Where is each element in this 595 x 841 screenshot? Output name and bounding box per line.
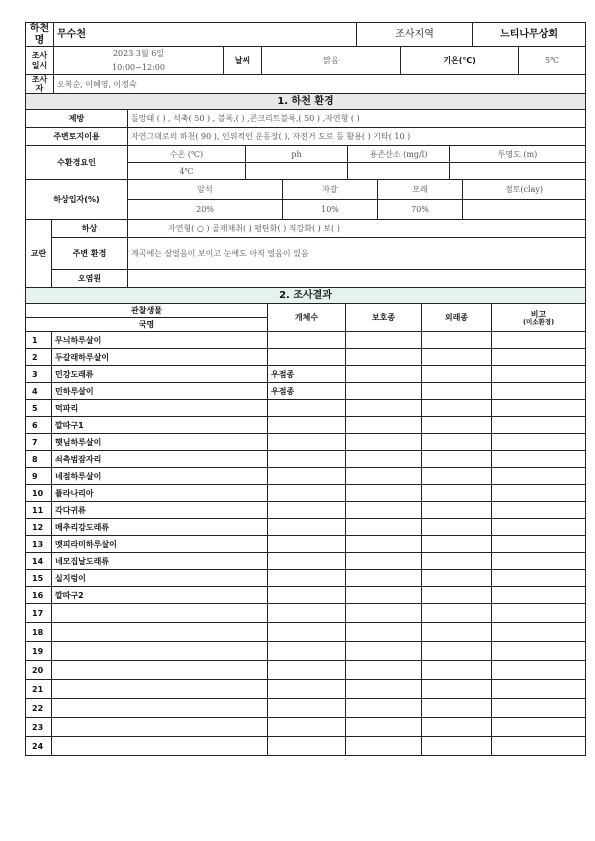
species-count: [268, 718, 346, 737]
col-note-sub: (미소환경): [523, 317, 555, 326]
species-name: 깔따구2: [52, 587, 268, 604]
species-name: 두갈래하루살이: [52, 349, 268, 366]
protected-cell: [346, 451, 422, 468]
temp-label: 기온(℃): [401, 47, 519, 75]
foreign-cell: [422, 485, 492, 502]
species-count: [268, 623, 346, 642]
foreign-cell: [422, 604, 492, 623]
note-cell: [492, 604, 586, 623]
table-row: [26, 417, 586, 434]
bed-header: 자갈: [283, 180, 378, 200]
section-environment-title: 1. 하천 환경: [26, 94, 586, 110]
disturb-row-value: 계곡에는 살얼음이 보이고 눈에도 아직 얼음이 있음: [128, 238, 586, 270]
row-number: 12: [26, 519, 52, 536]
surveyor-names: 오복순, 이혜영, 이정숙: [54, 75, 586, 94]
note-cell: [492, 623, 586, 642]
bed-table: [25, 179, 586, 220]
foreign-cell: [422, 332, 492, 349]
foreign-cell: [422, 553, 492, 570]
row-number: 22: [26, 699, 52, 718]
environment-table: [25, 93, 586, 180]
foreign-cell: [422, 417, 492, 434]
species-name: [52, 680, 268, 699]
foreign-cell: [422, 536, 492, 553]
bed-value: 20%: [128, 200, 283, 220]
protected-cell: [346, 604, 422, 623]
species-count: [268, 434, 346, 451]
note-cell: [492, 485, 586, 502]
bed-value: 10%: [283, 200, 378, 220]
protected-cell: [346, 661, 422, 680]
disturb-row-value: [128, 270, 586, 288]
protected-cell: [346, 383, 422, 400]
surveyor-label: 조사자: [26, 75, 54, 94]
species-name: 민하루살이: [52, 383, 268, 400]
note-cell: [492, 519, 586, 536]
table-row: [26, 553, 586, 570]
protected-cell: [346, 536, 422, 553]
species-count: 우점종: [268, 383, 346, 400]
row-number: 13: [26, 536, 52, 553]
water-header: 투명도 (m): [450, 146, 586, 163]
table-row: [26, 451, 586, 468]
row-number: 3: [26, 366, 52, 383]
table-row: [26, 642, 586, 661]
species-name: [52, 604, 268, 623]
row-number: 15: [26, 570, 52, 587]
row-number: 9: [26, 468, 52, 485]
foreign-cell: [422, 434, 492, 451]
table-row: [26, 434, 586, 451]
row-number: 4: [26, 383, 52, 400]
species-name: [52, 699, 268, 718]
row-number: 18: [26, 623, 52, 642]
row-number: 21: [26, 680, 52, 699]
protected-cell: [346, 485, 422, 502]
note-cell: [492, 468, 586, 485]
table-row: [26, 623, 586, 642]
species-name: 쇠측범잠자리: [52, 451, 268, 468]
species-count: [268, 451, 346, 468]
foreign-cell: [422, 451, 492, 468]
water-value: [450, 163, 586, 180]
col-note-label: 비고: [530, 309, 547, 319]
protected-cell: [346, 623, 422, 642]
table-row: [26, 604, 586, 623]
section-results-title: 2. 조사결과: [26, 288, 586, 304]
species-count: 우점종: [268, 366, 346, 383]
row-number: 17: [26, 604, 52, 623]
species-count: [268, 332, 346, 349]
foreign-cell: [422, 400, 492, 417]
species-name: 플라나리아: [52, 485, 268, 502]
row-number: 24: [26, 737, 52, 756]
bed-header: 점토(clay): [463, 180, 586, 200]
foreign-cell: [422, 366, 492, 383]
species-name: 메추리강도래류: [52, 519, 268, 536]
note-cell: [492, 699, 586, 718]
river-name: 무수천: [54, 23, 357, 47]
species-name: 깔따구1: [52, 417, 268, 434]
species-name: [52, 642, 268, 661]
note-cell: [492, 502, 586, 519]
species-name: [52, 718, 268, 737]
protected-cell: [346, 434, 422, 451]
species-name: [52, 623, 268, 642]
table-row: [26, 699, 586, 718]
bank-value: 돌망태 ( ) , 석축( 50 ) , 블록,( ) ,콘크리트블록,( 50 ) ,자연형 ( ): [128, 110, 586, 128]
species-name: 각다귀류: [52, 502, 268, 519]
species-name: 네모집날도래류: [52, 553, 268, 570]
table-row: [26, 502, 586, 519]
bed-label: 하상입자(%): [26, 180, 128, 220]
protected-cell: [346, 699, 422, 718]
note-cell: [492, 332, 586, 349]
table-row: [26, 680, 586, 699]
disturbance-label: 교란: [26, 220, 52, 288]
species-count: [268, 680, 346, 699]
survey-sheet: [25, 22, 585, 756]
protected-cell: [346, 553, 422, 570]
row-number: 16: [26, 587, 52, 604]
foreign-cell: [422, 737, 492, 756]
col-name: 국명: [26, 318, 268, 332]
col-note: [492, 304, 586, 332]
table-row: [26, 737, 586, 756]
species-count: [268, 661, 346, 680]
river-label: 하천명: [26, 23, 54, 47]
protected-cell: [346, 680, 422, 699]
table-row: [26, 468, 586, 485]
disturb-row-label: 오염원: [52, 270, 128, 288]
species-name: 네점하루살이: [52, 468, 268, 485]
note-cell: [492, 434, 586, 451]
protected-cell: [346, 718, 422, 737]
foreign-cell: [422, 383, 492, 400]
species-name: 먹파리: [52, 400, 268, 417]
land-use-label: 주변토지이용: [26, 128, 128, 146]
protected-cell: [346, 642, 422, 661]
note-cell: [492, 400, 586, 417]
foreign-cell: [422, 587, 492, 604]
species-name: 무늬하루살이: [52, 332, 268, 349]
note-cell: [492, 383, 586, 400]
water-value: [246, 163, 348, 180]
foreign-cell: [422, 468, 492, 485]
table-row: [26, 519, 586, 536]
table-row: [26, 485, 586, 502]
table-row: [26, 536, 586, 553]
foreign-cell: [422, 680, 492, 699]
species-count: [268, 349, 346, 366]
bed-value: [463, 200, 586, 220]
note-cell: [492, 661, 586, 680]
species-count: [268, 536, 346, 553]
water-value: 4℃: [128, 163, 246, 180]
row-number: 11: [26, 502, 52, 519]
foreign-cell: [422, 519, 492, 536]
species-name: 멧피라미하루살이: [52, 536, 268, 553]
species-name: [52, 661, 268, 680]
protected-cell: [346, 417, 422, 434]
foreign-cell: [422, 570, 492, 587]
protected-cell: [346, 519, 422, 536]
table-row: [26, 587, 586, 604]
results-table: [25, 287, 586, 756]
species-count: [268, 553, 346, 570]
table-row: [26, 661, 586, 680]
disturb-row-label: 하상: [52, 220, 128, 238]
species-count: [268, 417, 346, 434]
disturb-row-label: 주변 환경: [52, 238, 128, 270]
header-table: [25, 22, 586, 94]
note-cell: [492, 366, 586, 383]
foreign-cell: [422, 642, 492, 661]
note-cell: [492, 737, 586, 756]
bed-header: 모래: [378, 180, 463, 200]
bank-label: 제방: [26, 110, 128, 128]
row-number: 7: [26, 434, 52, 451]
note-cell: [492, 553, 586, 570]
foreign-cell: [422, 349, 492, 366]
region-label: 조사지역: [357, 23, 473, 47]
weather-value: 맑음: [262, 47, 401, 75]
protected-cell: [346, 468, 422, 485]
species-count: [268, 468, 346, 485]
protected-cell: [346, 332, 422, 349]
note-cell: [492, 587, 586, 604]
table-row: [26, 332, 586, 349]
land-use-value: 자연그대로의 하천( 90 ), 인위적인 운동장( ), 자전거 도로 등 활용( ) 기타( 10 ): [128, 128, 586, 146]
row-number: 14: [26, 553, 52, 570]
table-row: [26, 718, 586, 737]
species-count: [268, 604, 346, 623]
col-count: 개체수: [268, 304, 346, 332]
species-count: [268, 485, 346, 502]
species-count: [268, 502, 346, 519]
foreign-cell: [422, 718, 492, 737]
disturbance-table: [25, 219, 586, 288]
table-row: [26, 366, 586, 383]
result-rows: [26, 332, 586, 756]
species-name: 민강도래류: [52, 366, 268, 383]
water-label: 수환경요인: [26, 146, 128, 180]
foreign-cell: [422, 699, 492, 718]
col-organism: 관찰생물: [26, 304, 268, 318]
bed-header: 암석: [128, 180, 283, 200]
time-value: 10:00~12:00: [54, 61, 224, 75]
disturb-row-value: 자연형( ○ ) 골재채취( ) 평탄화( ) 직강화( ) 보( ): [128, 220, 586, 238]
water-value: [348, 163, 450, 180]
species-count: [268, 519, 346, 536]
protected-cell: [346, 502, 422, 519]
row-number: 5: [26, 400, 52, 417]
foreign-cell: [422, 502, 492, 519]
water-header: 수온 (℃): [128, 146, 246, 163]
water-header: ph: [246, 146, 348, 163]
species-count: [268, 737, 346, 756]
row-number: 1: [26, 332, 52, 349]
note-cell: [492, 536, 586, 553]
species-count: [268, 570, 346, 587]
temp-value: 5℃: [519, 47, 586, 75]
foreign-cell: [422, 661, 492, 680]
note-cell: [492, 680, 586, 699]
table-row: [26, 349, 586, 366]
bed-value: 70%: [378, 200, 463, 220]
row-number: 6: [26, 417, 52, 434]
row-number: 10: [26, 485, 52, 502]
note-cell: [492, 417, 586, 434]
row-number: 19: [26, 642, 52, 661]
water-header: 용존산소 (mg/l): [348, 146, 450, 163]
row-number: 23: [26, 718, 52, 737]
date-label: 조사일시: [26, 47, 54, 75]
note-cell: [492, 451, 586, 468]
col-protected: 보호종: [346, 304, 422, 332]
row-number: 2: [26, 349, 52, 366]
note-cell: [492, 349, 586, 366]
row-number: 8: [26, 451, 52, 468]
species-name: 햇님하루살이: [52, 434, 268, 451]
foreign-cell: [422, 623, 492, 642]
note-cell: [492, 570, 586, 587]
date-value: 2023 3월 6일: [54, 47, 224, 61]
species-count: [268, 699, 346, 718]
note-cell: [492, 642, 586, 661]
protected-cell: [346, 587, 422, 604]
species-count: [268, 642, 346, 661]
species-name: 실지렁이: [52, 570, 268, 587]
table-row: [26, 400, 586, 417]
species-name: [52, 737, 268, 756]
species-count: [268, 400, 346, 417]
table-row: [26, 570, 586, 587]
species-count: [268, 587, 346, 604]
row-number: 20: [26, 661, 52, 680]
protected-cell: [346, 737, 422, 756]
protected-cell: [346, 349, 422, 366]
weather-label: 날씨: [224, 47, 262, 75]
protected-cell: [346, 400, 422, 417]
table-row: [26, 383, 586, 400]
region-name: 느티나무상회: [473, 23, 586, 47]
col-foreign: 외래종: [422, 304, 492, 332]
protected-cell: [346, 570, 422, 587]
protected-cell: [346, 366, 422, 383]
note-cell: [492, 718, 586, 737]
